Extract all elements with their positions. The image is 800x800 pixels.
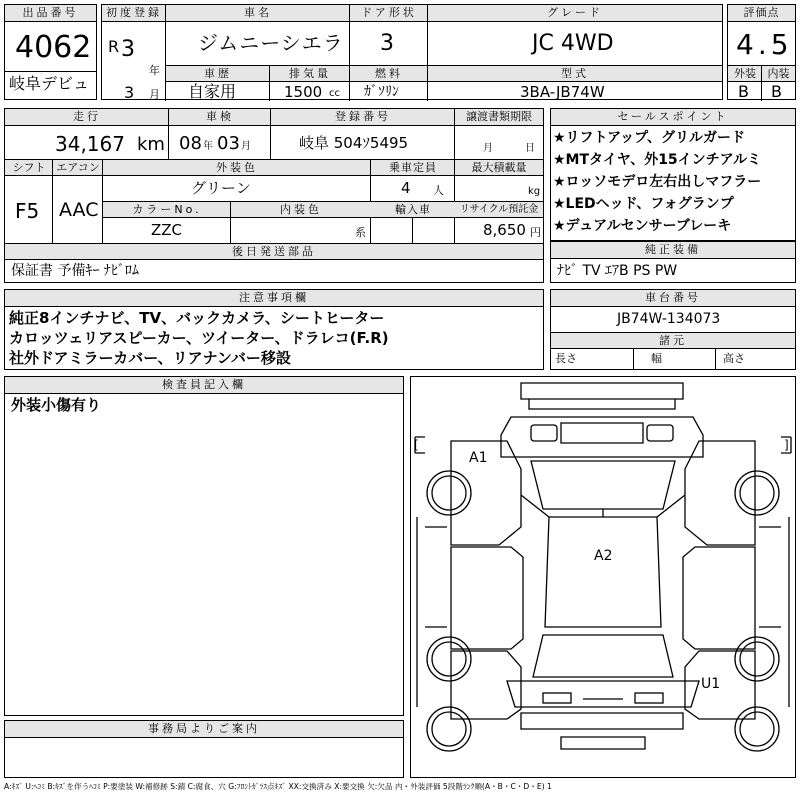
- sales-point-item: ★LEDヘッド、フォグランプ: [553, 196, 734, 212]
- legend: A:ｷｽﾞ U:ﾍｺﾐ B:ｷｽﾞを伴うﾍｺﾐ P:要塗装 W:補修跡 S:錆 C:腐食、穴 G:ﾌﾛﾝﾄｶﾞﾗｽ点ｷｽﾞ XX:交換済み X:要交換 欠:欠品 内・外装評価 5段階ﾗﾝｸ順(A・B・C・D・E) 1: [4, 782, 552, 791]
- notes-line: 純正8インチナビ、TV、バックカメラ、シートヒーター: [9, 309, 385, 327]
- first-reg-label: 初度登録: [102, 5, 166, 22]
- capacity-unit: 人: [433, 184, 444, 197]
- first-reg-year-unit: 年: [149, 64, 160, 77]
- lot-number: 4062: [15, 30, 92, 65]
- chassis-label: 車台番号: [551, 290, 795, 307]
- vehicle-info-block: [101, 4, 723, 100]
- shift-value: F5: [15, 199, 40, 223]
- inspection-year: 08: [179, 133, 202, 154]
- aircon-label: エアコン: [53, 159, 103, 176]
- chassis-box: [550, 289, 796, 370]
- car-diagram: [410, 376, 796, 778]
- history-value: 自家用: [188, 82, 237, 101]
- grade-label: グレード: [428, 5, 722, 22]
- shipping-label: 後日発送部品: [5, 243, 543, 260]
- dims-label: 諸元: [551, 332, 795, 349]
- first-reg-month-unit: 月: [149, 88, 160, 101]
- mileage-unit: km: [137, 134, 165, 155]
- bracket-left: [: [414, 438, 419, 452]
- inspection-label: 車検: [169, 109, 271, 126]
- lot-label: 出品番号: [5, 5, 96, 22]
- chassis-value: JB74W-134073: [617, 311, 721, 327]
- equipment-box: [550, 241, 796, 283]
- car-outline: [411, 377, 795, 777]
- equipment-value: ﾅﾋﾞ TV ｴｱB PS PW: [557, 263, 678, 279]
- score-label: 評価点: [728, 5, 795, 22]
- grade-value: JC 4WD: [532, 31, 614, 56]
- damage-mark-a1: A1: [469, 450, 488, 466]
- car-name-value: ジムニーシエラ: [198, 31, 344, 55]
- model-value: 3BA-JB74W: [520, 83, 605, 101]
- ext-color-value: グリーン: [191, 179, 251, 197]
- dims-height: 高さ: [723, 352, 745, 365]
- inspection-month-unit: 月: [241, 141, 251, 152]
- recycle-label: リサイクル預託金: [455, 201, 543, 218]
- first-reg-era: R: [108, 37, 120, 56]
- equipment-label: 純正装備: [551, 242, 795, 259]
- fuel-label: 燃料: [350, 65, 428, 82]
- inspector-label: 検査員記入欄: [5, 377, 403, 394]
- recycle-unit: 円: [530, 226, 541, 239]
- door-value: 3: [380, 31, 394, 56]
- mileage-label: 走行: [5, 109, 169, 126]
- inspection-year-unit: 年: [203, 141, 213, 152]
- bracket-right: ]: [784, 438, 789, 452]
- dims-length: 長さ: [555, 352, 577, 365]
- import-label: 輸入車: [371, 201, 455, 218]
- sales-points-label: セールスポイント: [551, 109, 795, 126]
- sales-point-item: ★ロッソモデロ左右出しマフラー: [553, 174, 762, 190]
- sales-point-item: ★MTタイヤ、外15インチアルミ: [553, 152, 762, 168]
- door-label: ドア形状: [350, 5, 428, 22]
- office-box: [4, 720, 404, 778]
- load-unit: kg: [528, 186, 541, 197]
- model-label: 型式: [428, 65, 722, 82]
- fuel-value: ｶﾞｿﾘﾝ: [364, 84, 399, 100]
- lot-box: [4, 4, 97, 100]
- recycle-value: 8,650: [483, 221, 526, 239]
- notes-label: 注意事項欄: [5, 290, 543, 307]
- int-value: B: [771, 82, 782, 101]
- first-reg-year: 3: [121, 37, 135, 62]
- int-color-label: 内装色: [231, 201, 371, 218]
- venue: 岐阜デビュ: [9, 74, 90, 93]
- office-label: 事務局よりご案内: [5, 721, 403, 738]
- registration-label: 登録番号: [271, 109, 455, 126]
- mileage-value: 34,167: [55, 132, 125, 156]
- history-label: 車歴: [166, 65, 270, 82]
- score-value: 4.5: [736, 28, 793, 61]
- damage-mark-a2: A2: [594, 548, 613, 564]
- capacity-label: 乗車定員: [371, 159, 455, 176]
- transfer-day-unit: 日: [525, 143, 535, 154]
- notes-box: [4, 289, 544, 370]
- transfer-month-unit: 月: [483, 143, 493, 154]
- ext-color-label: 外装色: [103, 159, 371, 176]
- shift-label: シフト: [5, 159, 53, 176]
- first-reg-month: 3: [124, 83, 135, 102]
- inspector-value: 外装小傷有り: [11, 396, 102, 414]
- displacement-unit: cc: [329, 88, 340, 99]
- ext-value: B: [738, 82, 749, 101]
- capacity-value: 4: [401, 179, 411, 197]
- score-box: [727, 4, 796, 100]
- car-name-label: 車名: [166, 5, 350, 22]
- int-label: 内装: [762, 65, 795, 82]
- int-color-unit: 系: [355, 226, 366, 239]
- notes-line: カロッツェリアスピーカー、ツイーター、ドラレコ(F.R): [9, 329, 389, 347]
- damage-mark-u1: U1: [701, 676, 721, 692]
- inspection-month: 03: [217, 133, 240, 154]
- registration-value: 岐阜 504ｿ5495: [299, 134, 409, 152]
- inspector-box: [4, 376, 404, 716]
- details-block: [4, 108, 544, 283]
- shipping-value: 保証書 予備ｷｰ ﾅﾋﾞﾛﾑ: [11, 263, 139, 279]
- displacement-label: 排気量: [270, 65, 350, 82]
- transfer-label: 譲渡書類期限: [455, 109, 543, 126]
- load-label: 最大積載量: [455, 159, 543, 176]
- sales-points-box: [550, 108, 796, 241]
- notes-line: 社外ドアミラーカバー、リアナンバー移設: [9, 349, 291, 367]
- color-no-label: カラーNo.: [103, 201, 231, 218]
- ext-label: 外装: [728, 65, 762, 82]
- color-no-value: ZZC: [151, 221, 183, 239]
- sales-point-item: ★リフトアップ、グリルガード: [553, 130, 746, 146]
- displacement-value: 1500: [284, 83, 323, 101]
- dims-width: 幅: [651, 352, 662, 365]
- sales-point-item: ★デュアルセンサーブレーキ: [553, 218, 732, 234]
- aircon-value: AAC: [59, 199, 99, 221]
